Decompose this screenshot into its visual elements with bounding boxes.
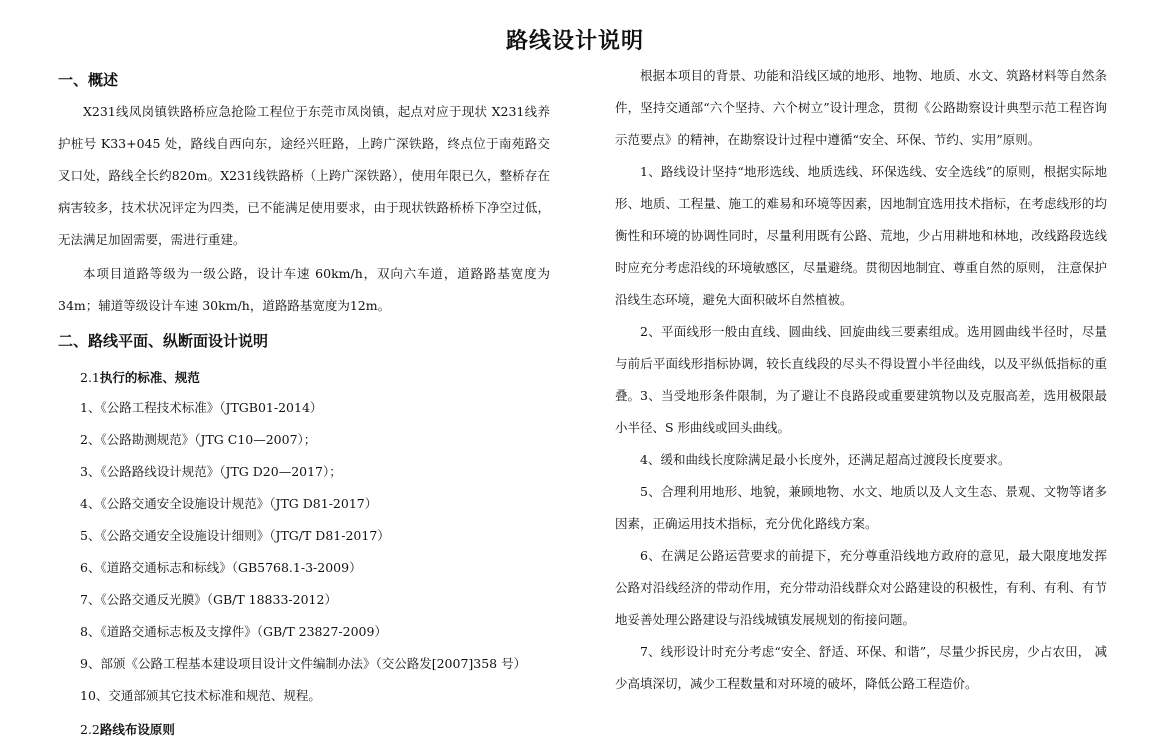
principle-4: 4、缓和曲线长度除满足最小长度外，还满足超高过渡段长度要求。 [640,452,1011,467]
section-1-paragraph-2: 本项目道路等级为一级公路，设计车速 60km/h，双向六车道，道路路基宽度为34m；辅道等级设计车速 30km/h，道路路基宽度为12m。 [58,266,550,313]
principle-5: 5、合理利用地形、地貌，兼顾地物、水文、地质以及人文生态、景观、文物等诸多因素，正确运用技术指标，充分优化路线方案。 [615,484,1107,531]
principle-1: 1、路线设计坚持“地形选线、地质选线、环保选线、安全选线”的原则，根据实际地形、地质、工程量、施工的难易和环境等因素，因地制宜选用技术指标，在考虑线形的均衡性和环境的协调性同时，尽量利用既有公路、荒地，少占用耕地和林地，改线路段选线时应充分考虑沿线的环境敏感区，尽量避绕。贯彻因地制宜、尊重自然的原则， 注意保护沿线生态环境，避免大面积破坏自然植被。 [615,164,1107,307]
standard-item: 1、《公路工程技术标准》（JTGB01-2014） [80,400,323,415]
principle-3: 3、当受地形条件限制，为了避让不良路段或重要建筑物以及克服高差，选用极限最小半径、S 形曲线或回头曲线。 [615,388,1107,435]
subsection-2-2-heading [80,720,175,738]
subsection-2-2-title: 路线布设原则 [99,722,175,737]
section-1-heading: 一、概述 [58,71,119,89]
subsection-2-1-heading [80,368,200,386]
principle-2: 2、平面线形一般由直线、圆曲线、回旋曲线三要素组成。选用圆曲线半径时，尽量与前后平面线形指标协调，较长直线段的尽头不得设置小半径曲线，以及平纵低指标的重叠。 [615,324,1107,403]
section-2-heading: 二、路线平面、纵断面设计说明 [58,332,269,350]
section-1-paragraph-1: X231线凤岗镇铁路桥应急抢险工程位于东莞市凤岗镇，起点对应于现状 X231线养护桩号 K33+045 处，路线自西向东，途经兴旺路，上跨广深铁路，终点位于南苑路交叉口处，路线全长约820m。X231线铁路桥（上跨广深铁路），使用年限已久，整桥存在病害较多，技术状况评定为四类，已不能满足使用要求，由于现状铁路桥桥下净空过低，无法满足加固需要，需进行重建。 [58,104,550,247]
standard-item: 8、《道路交通标志板及支撑件》（GB/T 23827-2009） [80,624,387,639]
standard-item: 2、《公路勘测规范》（JTG C10—2007）； [80,432,317,447]
subsection-2-2-number: 2.2 [80,722,100,737]
standard-item: 10、交通部颁其它技术标准和规范、规程。 [80,688,321,703]
principle-6: 6、在满足公路运营要求的前提下，充分尊重沿线地方政府的意见，最大限度地发挥公路对沿线经济的带动作用，充分带动沿线群众对公路建设的积极性，有利、有利、有节地妥善处理公路建设与沿线城镇发展规划的衔接问题。 [615,548,1107,627]
page-title: 路线设计说明 [505,29,644,54]
principles-intro: 根据本项目的背景、功能和沿线区域的地形、地物、地质、水文、筑路材料等自然条件，坚持交通部“六个坚持、六个树立”设计理念，贯彻《公路勘察设计典型示范工程咨询示范要点》的精神，在勘察设计过程中遵循“安全、环保、节约、实用”原则。 [615,68,1107,147]
standard-item: 5、《公路交通安全设施设计细则》（JTG/T D81-2017） [80,528,390,543]
subsection-2-1-number: 2.1 [80,370,100,385]
standard-item: 3、《公路路线设计规范》（JTG D20—2017）； [80,464,342,479]
standard-item: 4、《公路交通安全设施设计规范》（JTG D81-2017） [80,496,378,511]
standard-item: 6、《道路交通标志和标线》（GB5768.1-3-2009） [80,560,362,575]
subsection-2-1-title: 执行的标准、规范 [99,370,200,385]
standard-item: 7、《公路交通反光膜》（GB/T 18833-2012） [80,592,337,607]
principle-7: 7、线形设计时充分考虑“安全、舒适、环保、和谐”，尽量少拆民房，少占农田， 减少高填深切，减少工程数量和对环境的破坏，降低公路工程造价。 [615,644,1107,691]
standard-item: 9、部颁《公路工程基本建设项目设计文件编制办法》（交公路发[2007]358 号） [80,656,527,671]
